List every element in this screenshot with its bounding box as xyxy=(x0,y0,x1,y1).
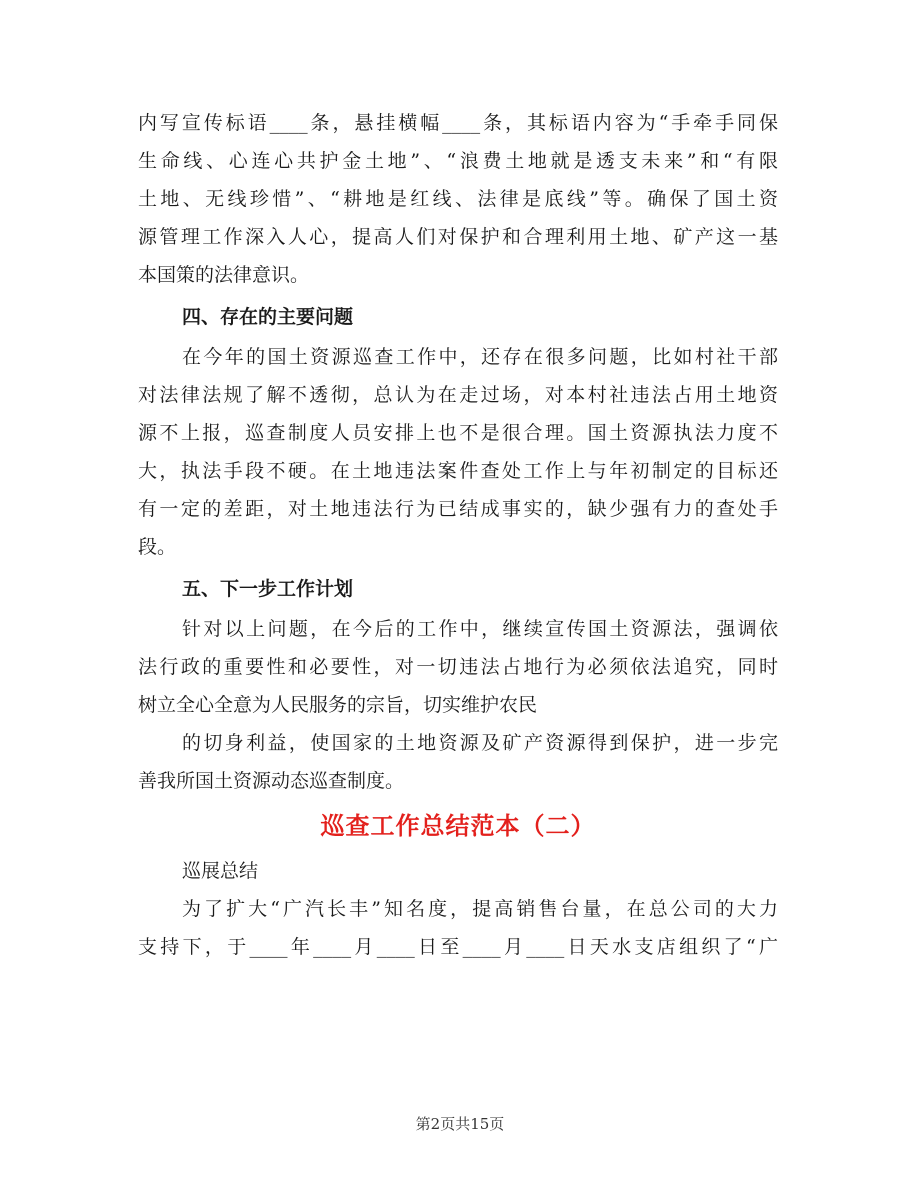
text-line: 内写宣传标语____条，悬挂横幅____条，其标语内容为“手牵手同保 xyxy=(138,112,778,134)
text-line: 大，执法手段不硬。在土地违法案件查处工作上与年初制定的目标还 xyxy=(138,460,778,482)
page-number-footer: 第2页共15页 xyxy=(415,1115,505,1133)
text-line: 为了扩大“广汽长丰”知名度，提高销售台量，在总公司的大力 xyxy=(182,898,778,920)
text-line: 树立全心全意为人民服务的宗旨，切实维护农民 xyxy=(138,694,538,716)
text-line: 善我所国土资源动态巡查制度。 xyxy=(138,770,405,792)
text-line: 本国策的法律意识。 xyxy=(138,264,310,286)
section-heading-next-plan: 五、下一步工作计划 xyxy=(182,578,354,600)
text-line: 在今年的国土资源巡查工作中，还存在很多问题，比如村社干部 xyxy=(182,346,778,368)
document-title-part2: 巡查工作总结范本（二） xyxy=(320,811,596,840)
paragraph-section4 xyxy=(138,338,778,566)
paragraph-section3-tail xyxy=(138,104,778,294)
text-line: 针对以上问题，在今后的工作中，继续宣传国土资源法，强调依 xyxy=(182,618,778,640)
text-line: 法行政的重要性和必要性，对一切违法占地行为必须依法追究，同时 xyxy=(138,656,778,678)
text-line: 有一定的差距，对土地违法行为已结成事实的，缺少强有力的查处手 xyxy=(138,498,778,520)
paragraph-section5-b xyxy=(138,724,778,800)
subheading-exhibition-summary: 巡展总结 xyxy=(182,860,259,882)
text-line: 生命线、心连心共护金土地”、“浪费土地就是透支未来”和“有限 xyxy=(138,150,778,172)
paragraph-section5-a xyxy=(138,610,778,724)
text-line: 对法律法规了解不透彻，总认为在走过场，对本村社违法占用土地资 xyxy=(138,384,778,406)
document-body xyxy=(138,104,778,966)
paragraph-part2 xyxy=(138,890,778,966)
text-line: 源不上报，巡查制度人员安排上也不是很合理。国土资源执法力度不 xyxy=(138,422,778,444)
section-heading-problems: 四、存在的主要问题 xyxy=(182,306,354,328)
text-line: 土地、无线珍惜”、“耕地是红线、法律是底线”等。确保了国土资 xyxy=(138,188,778,210)
text-line: 的切身利益，使国家的土地资源及矿产资源得到保护，进一步完 xyxy=(182,732,778,754)
text-line: 支持下，于____年____月____日至____月____日天水支店组织了“广 xyxy=(138,936,778,958)
text-line: 源管理工作深入人心，提高人们对保护和合理利用土地、矿产这一基 xyxy=(138,226,778,248)
text-line: 段。 xyxy=(138,536,177,558)
